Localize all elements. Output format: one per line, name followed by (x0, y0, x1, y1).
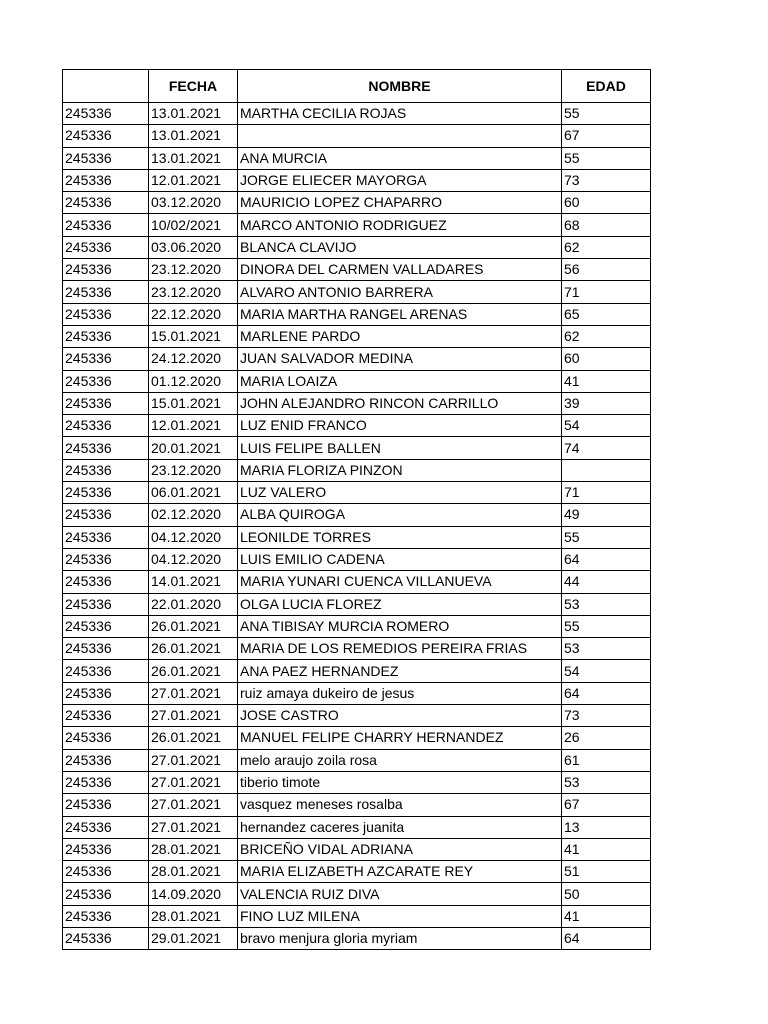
cell-id: 245336 (63, 771, 149, 793)
cell-fecha: 27.01.2021 (149, 749, 238, 771)
table-row (63, 415, 651, 437)
table-row (63, 259, 651, 281)
table-row (63, 883, 651, 905)
cell-id: 245336 (63, 660, 149, 682)
cell-fecha: 02.12.2020 (149, 504, 238, 526)
cell-id: 245336 (63, 638, 149, 660)
cell-id: 245336 (63, 816, 149, 838)
cell-fecha: 28.01.2021 (149, 905, 238, 927)
cell-fecha: 26.01.2021 (149, 660, 238, 682)
cell-nombre: FINO LUZ MILENA (238, 905, 562, 927)
cell-edad: 64 (562, 682, 651, 704)
cell-id: 245336 (63, 927, 149, 949)
cell-nombre: melo araujo zoila rosa (238, 749, 562, 771)
cell-edad: 60 (562, 348, 651, 370)
table-row (63, 526, 651, 548)
cell-id: 245336 (63, 459, 149, 481)
cell-edad: 50 (562, 883, 651, 905)
cell-id: 245336 (63, 905, 149, 927)
table-row (63, 682, 651, 704)
cell-edad: 64 (562, 548, 651, 570)
cell-nombre: MARIA DE LOS REMEDIOS PEREIRA FRIAS (238, 638, 562, 660)
table-row (63, 905, 651, 927)
cell-edad: 55 (562, 103, 651, 125)
cell-nombre: MARLENE PARDO (238, 325, 562, 347)
table-row (63, 571, 651, 593)
cell-id: 245336 (63, 437, 149, 459)
table-row (63, 816, 651, 838)
cell-edad: 62 (562, 325, 651, 347)
header-id (63, 70, 149, 103)
cell-id: 245336 (63, 415, 149, 437)
table-row (63, 281, 651, 303)
header-row (63, 70, 651, 103)
cell-id: 245336 (63, 192, 149, 214)
cell-edad: 60 (562, 192, 651, 214)
cell-nombre: ANA MURCIA (238, 147, 562, 169)
cell-fecha: 15.01.2021 (149, 392, 238, 414)
cell-nombre: MARIA YUNARI CUENCA VILLANUEVA (238, 571, 562, 593)
table-row (63, 147, 651, 169)
cell-edad: 73 (562, 169, 651, 191)
cell-id: 245336 (63, 571, 149, 593)
cell-fecha: 27.01.2021 (149, 794, 238, 816)
table-row (63, 303, 651, 325)
cell-id: 245336 (63, 838, 149, 860)
cell-edad: 61 (562, 749, 651, 771)
cell-edad: 62 (562, 236, 651, 258)
cell-id: 245336 (63, 325, 149, 347)
cell-id: 245336 (63, 682, 149, 704)
cell-id: 245336 (63, 348, 149, 370)
cell-fecha: 23.12.2020 (149, 259, 238, 281)
cell-id: 245336 (63, 705, 149, 727)
cell-nombre: MARIA ELIZABETH AZCARATE REY (238, 861, 562, 883)
cell-edad: 68 (562, 214, 651, 236)
cell-nombre: LUZ ENID FRANCO (238, 415, 562, 437)
table-row (63, 348, 651, 370)
cell-fecha: 03.06.2020 (149, 236, 238, 258)
table-row (63, 504, 651, 526)
cell-edad: 73 (562, 705, 651, 727)
cell-nombre: ruiz amaya dukeiro de jesus (238, 682, 562, 704)
cell-fecha: 13.01.2021 (149, 125, 238, 147)
cell-nombre: DINORA DEL CARMEN VALLADARES (238, 259, 562, 281)
table-row (63, 548, 651, 570)
table-row (63, 927, 651, 949)
table-row (63, 861, 651, 883)
cell-id: 245336 (63, 370, 149, 392)
cell-edad: 71 (562, 482, 651, 504)
table-row (63, 794, 651, 816)
cell-id: 245336 (63, 749, 149, 771)
cell-edad: 54 (562, 415, 651, 437)
cell-fecha: 27.01.2021 (149, 682, 238, 704)
cell-fecha: 06.01.2021 (149, 482, 238, 504)
cell-edad: 53 (562, 638, 651, 660)
cell-fecha: 14.09.2020 (149, 883, 238, 905)
cell-edad: 71 (562, 281, 651, 303)
cell-id: 245336 (63, 883, 149, 905)
cell-nombre: OLGA LUCIA FLOREZ (238, 593, 562, 615)
cell-edad: 67 (562, 125, 651, 147)
cell-edad: 41 (562, 905, 651, 927)
cell-id: 245336 (63, 727, 149, 749)
cell-id: 245336 (63, 482, 149, 504)
cell-fecha: 13.01.2021 (149, 147, 238, 169)
table-row (63, 638, 651, 660)
cell-id: 245336 (63, 303, 149, 325)
cell-id: 245336 (63, 103, 149, 125)
table-row (63, 437, 651, 459)
cell-edad: 41 (562, 838, 651, 860)
cell-nombre: MARIA MARTHA RANGEL ARENAS (238, 303, 562, 325)
table-body (63, 103, 651, 950)
cell-nombre: tiberio timote (238, 771, 562, 793)
cell-id: 245336 (63, 259, 149, 281)
cell-fecha: 12.01.2021 (149, 415, 238, 437)
cell-edad: 56 (562, 259, 651, 281)
cell-fecha: 27.01.2021 (149, 816, 238, 838)
cell-id: 245336 (63, 236, 149, 258)
cell-edad: 39 (562, 392, 651, 414)
cell-edad: 74 (562, 437, 651, 459)
table-row (63, 236, 651, 258)
table-row (63, 103, 651, 125)
cell-fecha: 22.12.2020 (149, 303, 238, 325)
cell-nombre: LUIS EMILIO CADENA (238, 548, 562, 570)
cell-fecha: 23.12.2020 (149, 281, 238, 303)
table-row (63, 214, 651, 236)
cell-edad: 64 (562, 927, 651, 949)
cell-nombre: MANUEL FELIPE CHARRY HERNANDEZ (238, 727, 562, 749)
cell-fecha: 24.12.2020 (149, 348, 238, 370)
cell-fecha: 26.01.2021 (149, 638, 238, 660)
cell-nombre: ALBA QUIROGA (238, 504, 562, 526)
cell-edad: 13 (562, 816, 651, 838)
cell-edad (562, 459, 651, 481)
cell-nombre: VALENCIA RUIZ DIVA (238, 883, 562, 905)
cell-fecha: 28.01.2021 (149, 861, 238, 883)
cell-nombre: BRICEÑO VIDAL ADRIANA (238, 838, 562, 860)
cell-nombre: MARCO ANTONIO RODRIGUEZ (238, 214, 562, 236)
cell-fecha: 12.01.2021 (149, 169, 238, 191)
cell-edad: 55 (562, 147, 651, 169)
cell-fecha: 29.01.2021 (149, 927, 238, 949)
cell-edad: 26 (562, 727, 651, 749)
cell-edad: 55 (562, 615, 651, 637)
records-table (62, 69, 651, 950)
table-row (63, 169, 651, 191)
table-row (63, 660, 651, 682)
cell-nombre: hernandez caceres juanita (238, 816, 562, 838)
cell-nombre: ALVARO ANTONIO BARRERA (238, 281, 562, 303)
cell-fecha: 28.01.2021 (149, 838, 238, 860)
table-row (63, 838, 651, 860)
cell-id: 245336 (63, 861, 149, 883)
cell-id: 245336 (63, 794, 149, 816)
cell-edad: 65 (562, 303, 651, 325)
cell-edad: 53 (562, 593, 651, 615)
cell-edad: 49 (562, 504, 651, 526)
cell-id: 245336 (63, 392, 149, 414)
cell-edad: 53 (562, 771, 651, 793)
table-row (63, 615, 651, 637)
cell-fecha: 04.12.2020 (149, 548, 238, 570)
table-row (63, 593, 651, 615)
cell-nombre: LUIS FELIPE BALLEN (238, 437, 562, 459)
cell-edad: 51 (562, 861, 651, 883)
cell-edad: 44 (562, 571, 651, 593)
cell-nombre: MARIA LOAIZA (238, 370, 562, 392)
cell-fecha: 13.01.2021 (149, 103, 238, 125)
cell-nombre: LEONILDE TORRES (238, 526, 562, 548)
cell-fecha: 20.01.2021 (149, 437, 238, 459)
cell-nombre: bravo menjura gloria myriam (238, 927, 562, 949)
cell-id: 245336 (63, 526, 149, 548)
cell-nombre: BLANCA CLAVIJO (238, 236, 562, 258)
cell-id: 245336 (63, 169, 149, 191)
cell-nombre: JOHN ALEJANDRO RINCON CARRILLO (238, 392, 562, 414)
table-row (63, 749, 651, 771)
cell-id: 245336 (63, 615, 149, 637)
cell-fecha: 26.01.2021 (149, 615, 238, 637)
cell-id: 245336 (63, 504, 149, 526)
header-fecha: FECHA (149, 70, 238, 103)
cell-nombre: MAURICIO LOPEZ CHAPARRO (238, 192, 562, 214)
cell-id: 245336 (63, 593, 149, 615)
cell-fecha: 27.01.2021 (149, 705, 238, 727)
cell-edad: 54 (562, 660, 651, 682)
table-row (63, 727, 651, 749)
cell-id: 245336 (63, 281, 149, 303)
cell-edad: 41 (562, 370, 651, 392)
cell-edad: 67 (562, 794, 651, 816)
table-row (63, 771, 651, 793)
cell-fecha: 15.01.2021 (149, 325, 238, 347)
cell-nombre: MARTHA CECILIA ROJAS (238, 103, 562, 125)
cell-id: 245336 (63, 125, 149, 147)
cell-nombre: JORGE ELIECER MAYORGA (238, 169, 562, 191)
table-row (63, 370, 651, 392)
cell-fecha: 04.12.2020 (149, 526, 238, 548)
table-row (63, 325, 651, 347)
cell-nombre: LUZ VALERO (238, 482, 562, 504)
table-row (63, 392, 651, 414)
cell-nombre: ANA PAEZ HERNANDEZ (238, 660, 562, 682)
cell-fecha: 23.12.2020 (149, 459, 238, 481)
cell-id: 245336 (63, 214, 149, 236)
header-edad: EDAD (562, 70, 651, 103)
table-row (63, 482, 651, 504)
header-nombre: NOMBRE (238, 70, 562, 103)
cell-edad: 55 (562, 526, 651, 548)
cell-nombre: vasquez meneses rosalba (238, 794, 562, 816)
cell-nombre: JOSE CASTRO (238, 705, 562, 727)
cell-id: 245336 (63, 147, 149, 169)
cell-fecha: 22.01.2020 (149, 593, 238, 615)
cell-fecha: 03.12.2020 (149, 192, 238, 214)
cell-fecha: 26.01.2021 (149, 727, 238, 749)
table-row (63, 192, 651, 214)
table-row (63, 705, 651, 727)
cell-fecha: 10/02/2021 (149, 214, 238, 236)
cell-fecha: 14.01.2021 (149, 571, 238, 593)
cell-nombre (238, 125, 562, 147)
cell-nombre: MARIA FLORIZA PINZON (238, 459, 562, 481)
table-row (63, 459, 651, 481)
cell-fecha: 27.01.2021 (149, 771, 238, 793)
cell-nombre: JUAN SALVADOR MEDINA (238, 348, 562, 370)
cell-fecha: 01.12.2020 (149, 370, 238, 392)
cell-nombre: ANA TIBISAY MURCIA ROMERO (238, 615, 562, 637)
cell-id: 245336 (63, 548, 149, 570)
table-row (63, 125, 651, 147)
